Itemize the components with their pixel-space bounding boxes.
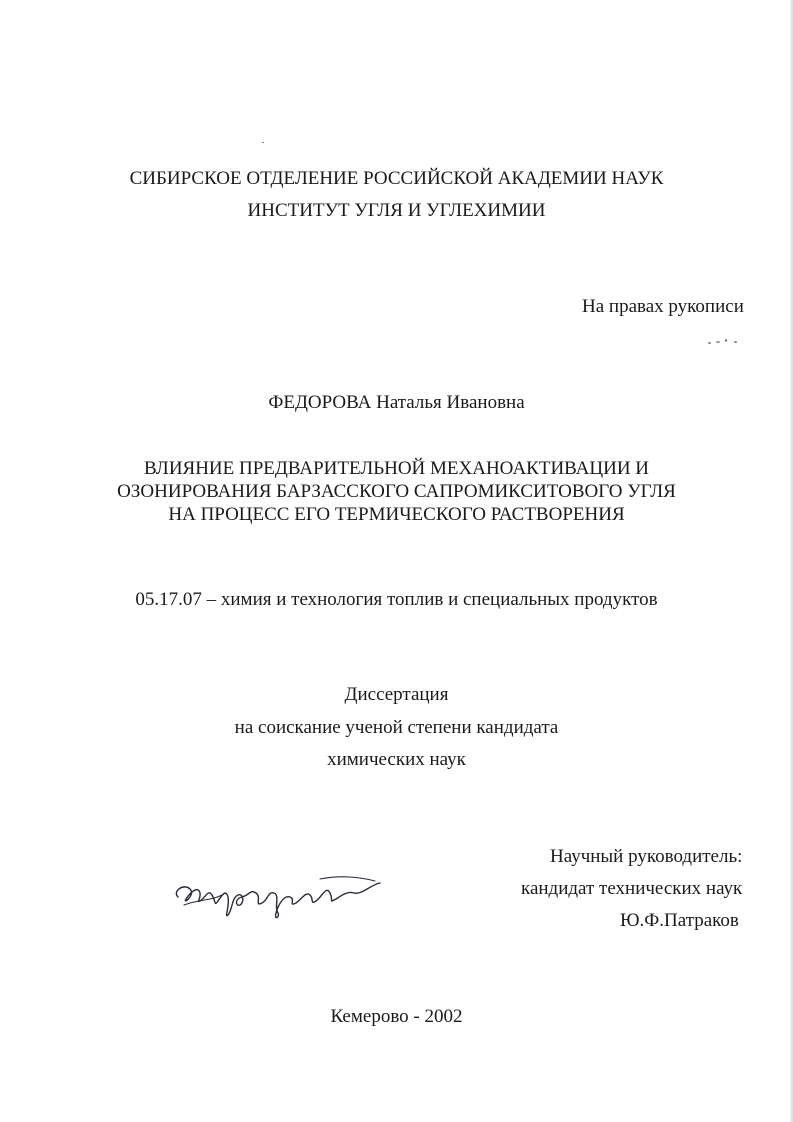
dissertation-title-line-3: НА ПРОЦЕСС ЕГО ТЕРМИЧЕСКОГО РАСТВОРЕНИЯ: [168, 504, 625, 525]
supervisor-name: Ю.Ф.Патраков: [620, 910, 739, 931]
dissertation-title-line-2: ОЗОНИРОВАНИЯ БАРЗАССКОГО САПРОМИКСИТОВОГО УГЛЯ: [117, 481, 676, 502]
scan-speck: [716, 341, 720, 343]
degree-line-3: химических наук: [327, 749, 466, 770]
supervisor-label: Научный руководитель:: [550, 846, 743, 867]
scan-speck: [725, 339, 727, 342]
scan-speck: [734, 341, 737, 343]
scan-speck: [262, 142, 264, 143]
degree-line-1: Диссертация: [344, 684, 449, 705]
institute-heading: ИНСТИТУТ УГЛЯ И УГЛЕХИМИИ: [247, 200, 546, 221]
supervisor-rank: кандидат технических наук: [521, 878, 743, 899]
scan-speck: [708, 342, 711, 344]
dissertation-title-line-1: ВЛИЯНИЕ ПРЕДВАРИТЕЛЬНОЙ МЕХАНОАКТИВАЦИИ И: [143, 458, 650, 479]
city-year: Кемерово - 2002: [330, 1006, 463, 1027]
degree-line-2: на соискание ученой степени кандидата: [234, 717, 559, 738]
rights-note: На правах рукописи: [582, 296, 744, 317]
specialty-code: 05.17.07 – химия и технология топлив и специальных продуктов: [135, 589, 658, 610]
author-name: ФЕДОРОВА Наталья Ивановна: [268, 392, 525, 413]
handwritten-signature: [170, 855, 385, 925]
organization-heading: СИБИРСКОЕ ОТДЕЛЕНИЕ РОССИЙСКОЙ АКАДЕМИИ НАУК: [129, 168, 664, 189]
